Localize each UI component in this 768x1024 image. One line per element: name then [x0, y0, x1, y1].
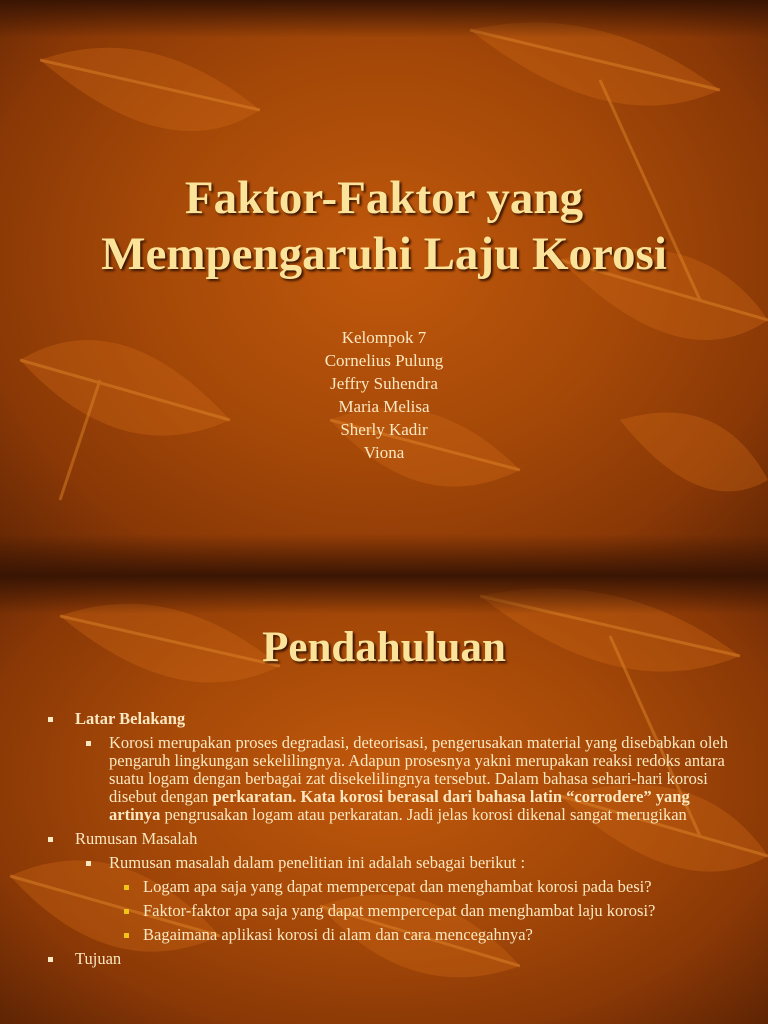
question-text: Bagaimana aplikasi korosi di alam dan cara mencegahnya?	[143, 925, 533, 944]
list-item	[40, 878, 740, 896]
paragraph-text: pengrusakan logam atau perkaratan. Jadi jelas korosi dikenal sangat merugikan	[160, 805, 687, 824]
question-text: Faktor-faktor apa saja yang dapat mempercepat dan menghambat laju korosi?	[143, 901, 656, 920]
list-item	[40, 902, 740, 920]
list-item	[40, 854, 740, 872]
section-heading: Latar Belakang	[75, 709, 186, 728]
list-item	[40, 710, 740, 728]
question-text: Logam apa saja yang dapat mempercepat dan menghambat korosi pada besi?	[143, 877, 652, 896]
square-bullet-icon	[48, 957, 53, 962]
slide-title	[0, 170, 768, 282]
author-name: Cornelius Pulung	[324, 351, 444, 370]
slide-title-line1: Faktor-Faktor yang	[184, 172, 584, 224]
square-bullet-icon	[86, 861, 91, 866]
square-bullet-icon	[124, 885, 129, 890]
square-bullet-icon	[48, 717, 53, 722]
square-bullet-icon	[124, 933, 129, 938]
paragraph-bold-text: perkaratan. Kata korosi berasal dari bahasa latin “corrodere” yang artinya	[109, 787, 690, 824]
square-bullet-icon	[48, 837, 53, 842]
slide-title-line2: Mempengaruhi Laju Korosi	[101, 228, 667, 280]
square-bullet-icon	[86, 741, 91, 746]
slide-title: Pendahuluan	[262, 624, 506, 671]
paragraph-text: Rumusan masalah dalam penelitian ini adalah sebagai berikut :	[109, 853, 526, 872]
square-bullet-icon	[124, 909, 129, 914]
section-heading: Rumusan Masalah	[75, 829, 198, 848]
author-name: Maria Melisa	[338, 397, 430, 416]
author-name: Viona	[363, 443, 405, 462]
author-name: Jeffry Suhendra	[330, 374, 438, 393]
section-heading: Tujuan	[75, 949, 122, 968]
paragraph-text: Korosi merupakan proses degradasi, deteorisasi, pengerusakan material yang disebabkan oleh pengaruh lingkungan sekelilingnya. Adapun prosesnya yakni merupakan reaksi redoks antara suatu logam dengan berbagai zat disekelilingnya tersebut. Dalam bahasa sehari-hari korosi disebut dengan	[109, 733, 728, 806]
list-item	[40, 830, 740, 848]
list-item	[40, 950, 740, 968]
list-item	[40, 926, 740, 944]
bullet-list	[40, 710, 740, 974]
author-group: Kelompok 7	[341, 328, 427, 347]
author-list	[0, 326, 768, 464]
content-slide	[0, 576, 768, 1024]
author-name: Sherly Kadir	[340, 420, 428, 439]
list-item	[40, 734, 740, 824]
